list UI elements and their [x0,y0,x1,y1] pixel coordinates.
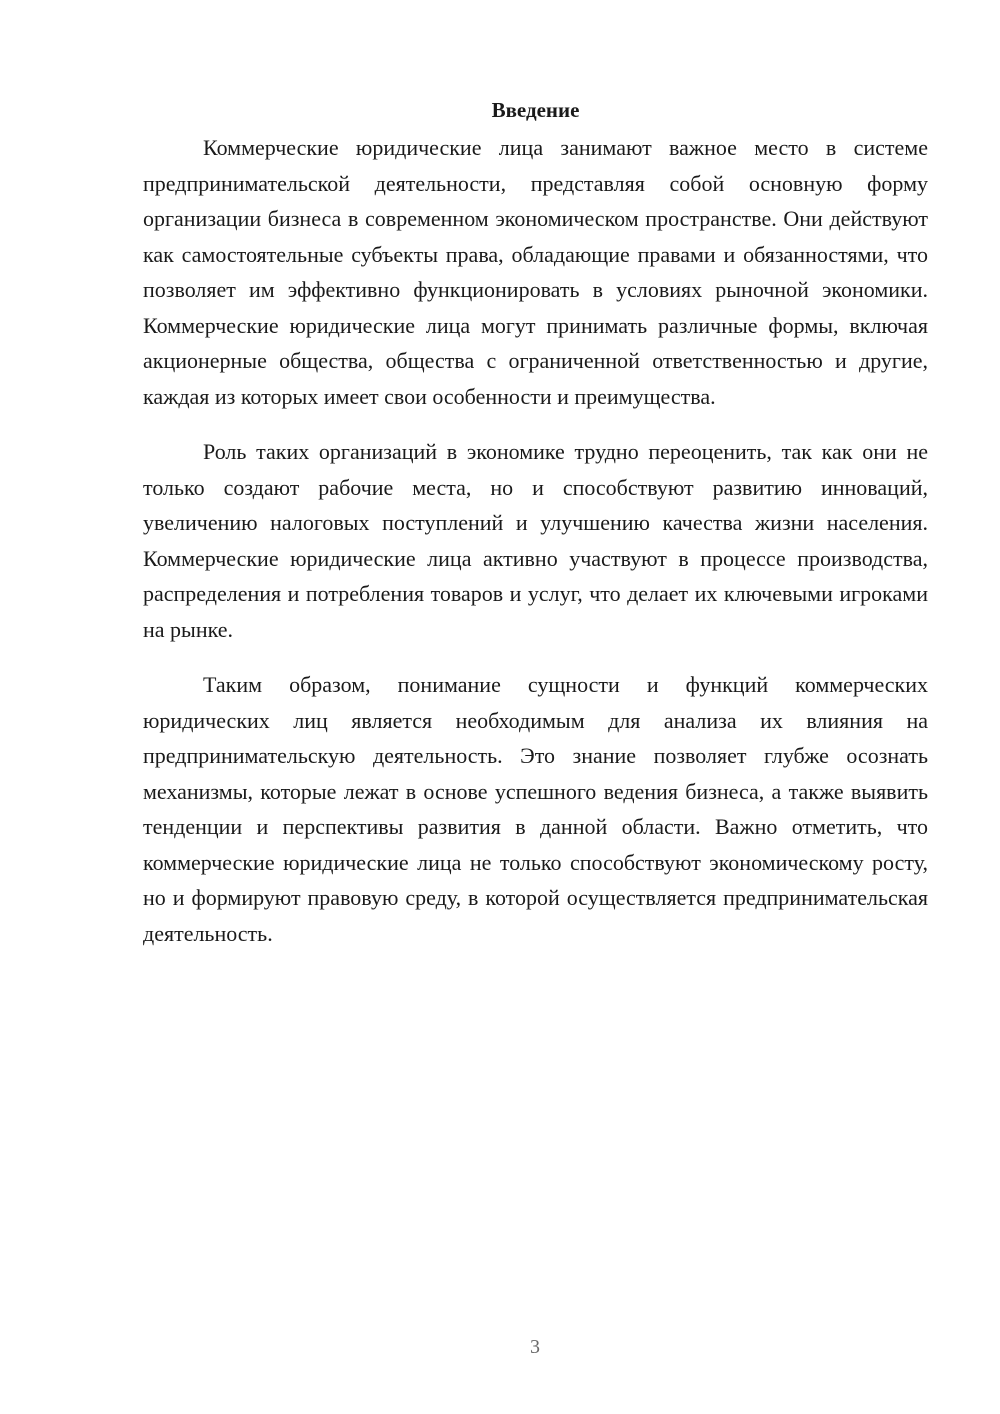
page-content [143,92,928,951]
section-heading: Введение [491,98,580,122]
page-number: 3 [530,1336,540,1358]
paragraph-1: Коммерческие юридические лица занимают важное место в системе предпринимательской деятельности, представляя собой основную форму организации бизнеса в современном экономическом пространстве. Они действуют как самостоятельные субъекты права, обладающие правами и обязанностями, что позволяет им эффективно функционировать в условиях рыночной экономики. Коммерческие юридические лица могут принимать различные формы, включая акционерные общества, общества с ограниченной ответственностью и другие, каждая из которых имеет свои особенности и преимущества. [143,135,928,409]
paragraph-3: Таким образом, понимание сущности и функций коммерческих юридических лиц является необходимым для анализа их влияния на предпринимательскую деятельность. Это знание позволяет глубже осознать механизмы, которые лежат в основе успешного ведения бизнеса, а также выявить тенденции и перспективы развития в данной области. Важно отметить, что коммерческие юридические лица не только способствуют экономическому росту, но и формируют правовую среду, в которой осуществляется предпринимательская деятельность. [143,672,928,946]
paragraph-2: Роль таких организаций в экономике трудно переоценить, так как они не только создают рабочие места, но и способствуют развитию инноваций, увеличению налоговых поступлений и улучшению качества жизни населения. Коммерческие юридические лица активно участвуют в процессе производства, распределения и потребления товаров и услуг, что делает их ключевыми игроками на рынке. [143,439,928,642]
